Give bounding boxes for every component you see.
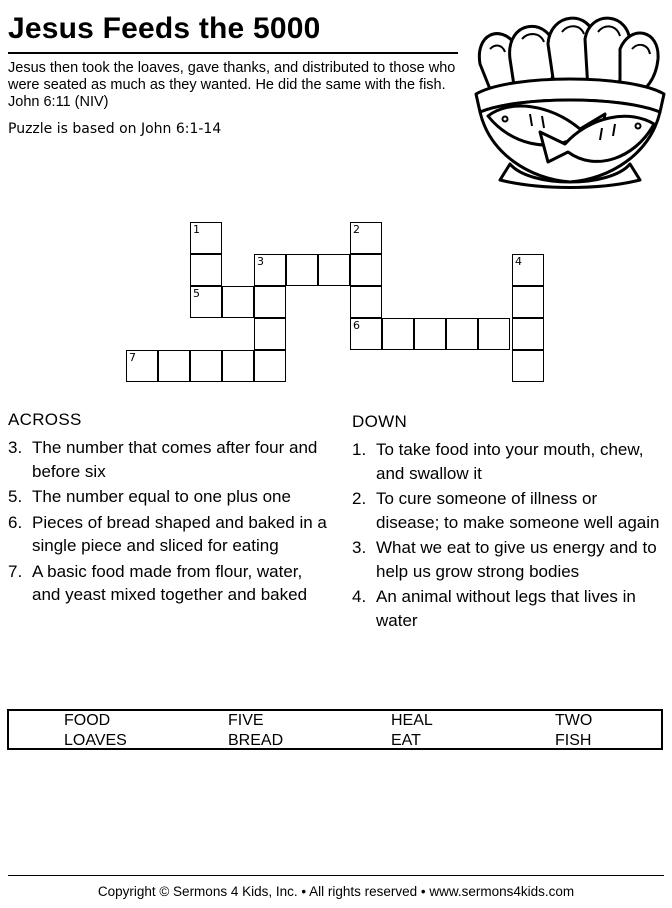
clue-text: A basic food made from flour, water, and yeast mixed together and baked (32, 561, 308, 604)
word-bank-item: FOOD (64, 712, 111, 729)
crossword-cell[interactable] (254, 254, 286, 286)
down-clue (352, 438, 664, 485)
across-clue (8, 485, 328, 509)
clue-num: 3. (352, 538, 367, 557)
down-clues (352, 412, 664, 634)
word-bank-item: FIVE (228, 712, 264, 729)
page-title: Jesus Feeds the 5000 (8, 12, 321, 45)
crossword-cell[interactable] (350, 318, 382, 350)
clue-text: The number that comes after four and before six (32, 438, 318, 481)
crossword-cell[interactable] (190, 222, 222, 254)
crossword-cell[interactable] (350, 254, 382, 286)
crossword-cell[interactable] (512, 286, 544, 318)
crossword-cell[interactable] (190, 286, 222, 318)
crossword-cell[interactable] (446, 318, 478, 350)
across-clues (8, 410, 328, 609)
down-clue (352, 585, 664, 632)
scripture-verse: Jesus then took the loaves, gave thanks, and distributed to those who were seated as much as they wanted. He did the same with the fish. John 6:11 (NIV) (8, 60, 456, 110)
word-bank (7, 709, 663, 750)
word-bank-item: LOAVES (64, 732, 127, 749)
across-clue (8, 511, 328, 558)
word-bank-item: HEAL (391, 712, 433, 729)
crossword-cell[interactable] (158, 350, 190, 382)
down-clue (352, 536, 664, 583)
crossword-cell[interactable] (222, 350, 254, 382)
across-heading: ACROSS (8, 410, 82, 429)
clue-num: 5. (8, 487, 23, 506)
clue-num: 7. (8, 561, 23, 581)
crossword-cell[interactable] (478, 318, 510, 350)
clue-text: What we eat to give us energy and to help us grow strong bodies (376, 538, 657, 581)
clue-num: 3. (8, 438, 23, 457)
crossword-cell[interactable] (286, 254, 318, 286)
down-heading: DOWN (352, 412, 408, 431)
copyright-footer: Copyright © Sermons 4 Kids, Inc. • All rights reserved • www.sermons4kids.com (97, 884, 575, 899)
clue-num: 6. (8, 512, 23, 532)
clue-num: 4. (352, 587, 367, 606)
crossword-cell[interactable] (126, 350, 158, 382)
crossword-cell[interactable] (254, 350, 286, 382)
crossword-cell[interactable] (382, 318, 414, 350)
crossword-cell[interactable] (512, 318, 544, 350)
crossword-cell[interactable] (512, 350, 544, 382)
crossword-cell[interactable] (222, 286, 254, 318)
crossword-cell[interactable] (190, 350, 222, 382)
across-clue (8, 436, 328, 483)
title-divider (8, 52, 458, 54)
crossword-cell[interactable] (190, 254, 222, 286)
crossword-cell[interactable] (350, 286, 382, 318)
clue-text: To cure someone of illness or disease; to make someone well again (376, 489, 660, 532)
down-clue (352, 487, 664, 534)
loaves-and-fish-illustration (470, 4, 666, 190)
clue-number: 3 (257, 255, 264, 268)
puzzle-basis: Puzzle is based on John 6:1-14 (8, 121, 222, 137)
across-clue (8, 560, 328, 607)
clue-number: 6 (353, 319, 360, 332)
clue-number: 4 (515, 255, 522, 268)
crossword-cell[interactable] (414, 318, 446, 350)
word-bank-item: TWO (555, 712, 593, 729)
clue-text: To take food into your mouth, chew, and swallow it (376, 440, 644, 483)
clue-number: 2 (353, 223, 360, 236)
clue-num: 1. (352, 440, 367, 459)
crossword-cell[interactable] (350, 222, 382, 254)
word-bank-item: EAT (391, 732, 421, 749)
clue-number: 7 (129, 351, 136, 364)
crossword-cell[interactable] (318, 254, 350, 286)
word-bank-item: FISH (555, 732, 592, 749)
word-bank-item: BREAD (228, 732, 284, 749)
crossword-cell[interactable] (254, 318, 286, 350)
clue-text: Pieces of bread shaped and baked in a single piece and sliced for eating (32, 512, 327, 555)
clue-text: An animal without legs that lives in water (376, 587, 636, 630)
footer-divider (8, 875, 664, 876)
crossword-cell[interactable] (512, 254, 544, 286)
crossword-cell[interactable] (254, 286, 286, 318)
clue-number: 1 (193, 223, 200, 236)
clue-number: 5 (193, 287, 200, 300)
clue-num: 2. (352, 489, 367, 508)
clue-text: The number equal to one plus one (32, 487, 291, 506)
